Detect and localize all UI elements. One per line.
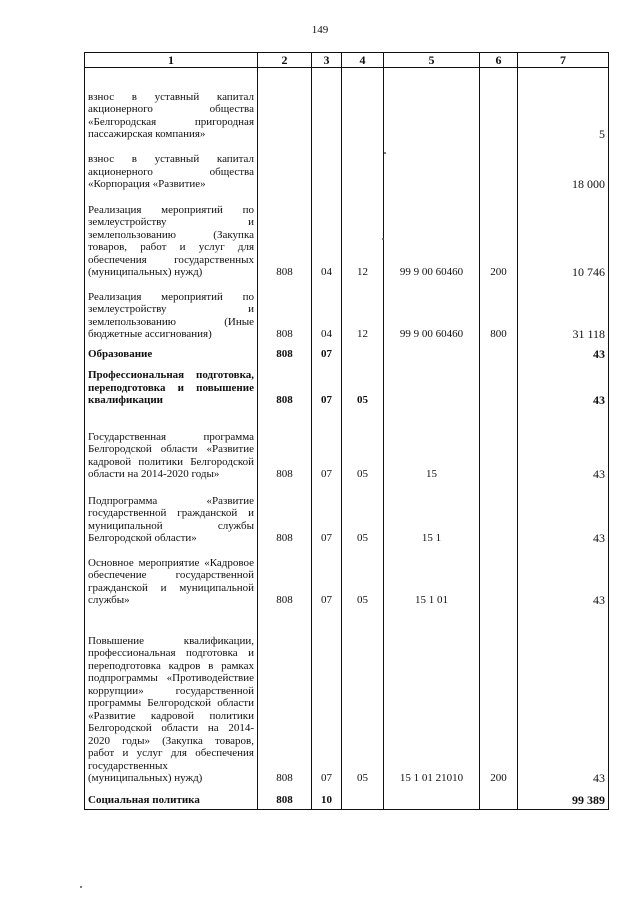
row-code-2 (258, 144, 312, 194)
row-sum: 43 (518, 548, 609, 610)
row-code-6 (480, 344, 518, 364)
table-row (85, 194, 609, 282)
row-code-3 (312, 68, 342, 144)
row-name: Социальная политика (85, 788, 258, 810)
column-header-2: 2 (258, 53, 312, 68)
row-code-4: 05 (342, 364, 384, 410)
row-code-6 (480, 364, 518, 410)
row-code-5 (384, 364, 480, 410)
row-code-3: 07 (312, 484, 342, 548)
row-code-2: 808 (258, 548, 312, 610)
row-code-6 (480, 410, 518, 484)
row-code-4 (342, 68, 384, 144)
row-name: Образование (85, 344, 258, 364)
row-code-6 (480, 68, 518, 144)
row-code-3 (312, 144, 342, 194)
row-name: Повышение квалификации, профессиональная подготовка и переподготовка кадров в рамках подпрограммы «Противодействие коррупции» государственной программы Белгородской области «Развитие кадровой политики Белгородской области на 2014-2020 годы» (Закупка товаров, работ и услуг для обеспечения государственных (муниципальных) нужд) (85, 610, 258, 788)
row-code-2: 808 (258, 788, 312, 810)
row-sum: 18 000 (518, 144, 609, 194)
column-header-1: 1 (85, 53, 258, 68)
row-code-3: 07 (312, 364, 342, 410)
row-code-2: 808 (258, 194, 312, 282)
page-number: 149 (311, 24, 329, 36)
row-name: Реализация мероприятий по землеустройству и землепользованию (Иные бюджетные ассигнования) (85, 282, 258, 344)
column-header-7: 7 (518, 53, 609, 68)
table-row (85, 410, 609, 484)
row-code-3: 07 (312, 610, 342, 788)
row-code-5: 15 1 01 21010 (384, 610, 480, 788)
row-code-2: 808 (258, 344, 312, 364)
row-sum: 31 118 (518, 282, 609, 344)
row-code-5: 99 9 00 60460 (384, 194, 480, 282)
row-code-2 (258, 68, 312, 144)
row-name: взнос в уставный капитал акционерного общества «Белгородская пригородная пассажирская компания» (85, 68, 258, 144)
table-row (85, 344, 609, 364)
row-code-6 (480, 788, 518, 810)
table-row (85, 788, 609, 810)
row-code-5: 99 9 00 60460 (384, 282, 480, 344)
row-code-3: 04 (312, 194, 342, 282)
row-code-3: 07 (312, 344, 342, 364)
row-sum: 43 (518, 410, 609, 484)
row-code-4: 12 (342, 194, 384, 282)
row-code-6: 800 (480, 282, 518, 344)
row-code-3: 07 (312, 410, 342, 484)
row-name: Основное мероприятие «Кадровое обеспечение государственной гражданской и муниципальной службы» (85, 548, 258, 610)
row-code-4: 05 (342, 548, 384, 610)
column-header-4: 4 (342, 53, 384, 68)
row-sum: 43 (518, 484, 609, 548)
row-name: взнос в уставный капитал акционерного общества «Корпорация «Развитие» (85, 144, 258, 194)
table-row (85, 610, 609, 788)
table-row (85, 282, 609, 344)
row-code-6: 200 (480, 194, 518, 282)
row-sum: 43 (518, 610, 609, 788)
table-row (85, 68, 609, 144)
row-code-5: 15 (384, 410, 480, 484)
budget-table (84, 52, 609, 810)
row-name: Государственная программа Белгородской области «Развитие кадровой политики Белгородской области на 2014-2020 годы» (85, 410, 258, 484)
row-code-5 (384, 144, 480, 194)
row-code-4 (342, 144, 384, 194)
scan-speck (80, 886, 82, 888)
row-code-5 (384, 68, 480, 144)
row-code-2: 808 (258, 410, 312, 484)
row-code-5: 15 1 01 (384, 548, 480, 610)
row-code-6 (480, 144, 518, 194)
header-row (85, 53, 609, 68)
row-code-3: 04 (312, 282, 342, 344)
row-sum: 5 (518, 68, 609, 144)
row-code-4: 05 (342, 610, 384, 788)
row-name: Реализация мероприятий по землеустройству и землепользованию (Закупка товаров, работ и услуг для обеспечения государственных (муниципальных) нужд) (85, 194, 258, 282)
row-sum: 43 (518, 364, 609, 410)
table-row (85, 484, 609, 548)
row-sum: 43 (518, 344, 609, 364)
row-name: Подпрограмма «Развитие государственной гражданской и муниципальной службы Белгородской области» (85, 484, 258, 548)
row-name: Профессиональная подготовка, переподготовка и повышение квалификации (85, 364, 258, 410)
row-code-2: 808 (258, 484, 312, 548)
row-code-4: 05 (342, 410, 384, 484)
row-code-6 (480, 548, 518, 610)
row-code-3: 10 (312, 788, 342, 810)
table-row (85, 144, 609, 194)
row-code-2: 808 (258, 282, 312, 344)
row-code-2: 808 (258, 610, 312, 788)
row-code-5 (384, 344, 480, 364)
row-code-4 (342, 344, 384, 364)
row-code-4 (342, 788, 384, 810)
row-code-3: 07 (312, 548, 342, 610)
row-code-5: 15 1 (384, 484, 480, 548)
column-header-5: 5 (384, 53, 480, 68)
table-row (85, 548, 609, 610)
scan-speck (382, 238, 384, 240)
row-code-6 (480, 484, 518, 548)
row-code-4: 05 (342, 484, 384, 548)
scan-speck (384, 152, 386, 154)
row-sum: 99 389 (518, 788, 609, 810)
row-code-5 (384, 788, 480, 810)
row-sum: 10 746 (518, 194, 609, 282)
column-header-6: 6 (480, 53, 518, 68)
row-code-4: 12 (342, 282, 384, 344)
table-row (85, 364, 609, 410)
column-header-3: 3 (312, 53, 342, 68)
row-code-6: 200 (480, 610, 518, 788)
row-code-2: 808 (258, 364, 312, 410)
